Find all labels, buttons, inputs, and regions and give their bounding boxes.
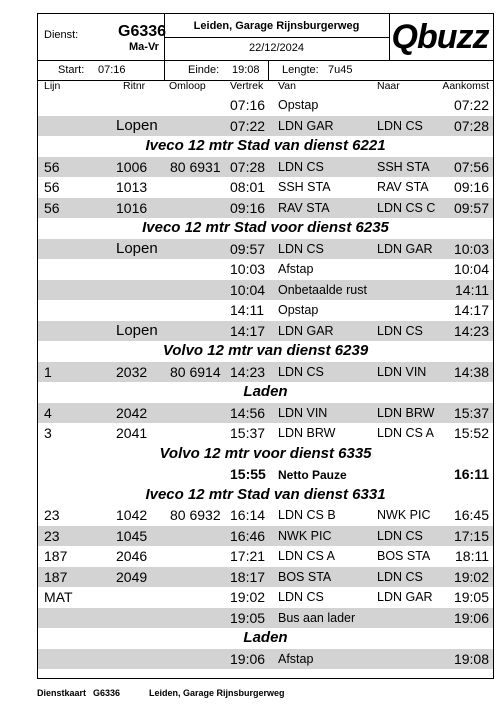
vertrek-cell: 09:57 (230, 240, 266, 257)
naar-cell: LDN CS (377, 323, 423, 338)
aankomst-cell: 07:22 (453, 97, 489, 113)
col-van: Van (278, 80, 296, 92)
lopen-row (38, 239, 493, 260)
col-vertrek: Vertrek (230, 80, 264, 92)
col-aankomst: Aankomst (442, 80, 489, 92)
ritnr-cell: 1042 (116, 507, 148, 523)
einde-label: Einde: (188, 64, 220, 76)
lopen-label: Lopen (116, 321, 158, 339)
dienst-nummer: G6336 (118, 23, 167, 40)
section-title: Laden (243, 629, 288, 646)
trip-row (38, 95, 493, 116)
aankomst-cell: 16:11 (453, 466, 489, 482)
aankomst-cell: 19:08 (453, 650, 489, 667)
naar-cell: LDN CS (377, 569, 423, 584)
van-cell: LDN GAR (278, 118, 334, 133)
col-omloop: Omloop (169, 80, 206, 92)
aankomst-cell: 14:11 (455, 281, 489, 298)
lijn-cell: 3 (44, 425, 52, 441)
vertrek-cell: 15:55 (230, 466, 266, 482)
van-cell: LDN GAR (278, 323, 334, 338)
van-cell: LDN CS (278, 590, 324, 604)
aankomst-cell: 19:05 (453, 589, 489, 605)
trip-row (38, 649, 493, 670)
aankomst-cell: 19:02 (453, 568, 489, 585)
vertrek-cell: 14:11 (230, 302, 264, 318)
einde-value: 19:08 (232, 64, 260, 76)
aankomst-cell: 10:03 (453, 240, 489, 257)
trip-row (38, 505, 493, 526)
vertrek-cell: 16:14 (230, 507, 266, 523)
vertrek-cell: 07:22 (230, 117, 266, 134)
aankomst-cell: 09:16 (453, 179, 489, 195)
ritnr-cell: 1013 (116, 179, 148, 195)
van-cell: LDN CS (278, 364, 324, 379)
vertrek-cell: 16:46 (230, 527, 266, 544)
naar-cell: LDN CS (377, 528, 423, 543)
vertrek-cell: 14:23 (230, 363, 266, 380)
col-lijn: Lijn (44, 80, 61, 92)
naar-cell: LDN GAR (377, 241, 433, 256)
vertrek-cell: 08:01 (230, 179, 266, 195)
van-cell: Opstap (278, 98, 319, 112)
omloop-cell: 80 6931 (170, 158, 221, 175)
vertrek-cell: 10:04 (230, 281, 266, 298)
lijn-cell: 4 (44, 404, 52, 421)
section-heading (38, 628, 493, 649)
locatie-title: Leiden, Garage Rijnsburgerweg (193, 20, 360, 32)
van-cell: LDN CS (278, 241, 324, 256)
naar-cell: LDN VIN (377, 364, 427, 379)
section-heading (38, 136, 493, 157)
qbuzz-logo: Qbuzz (391, 18, 489, 56)
section-title: Laden (243, 383, 288, 400)
lijn-cell: 187 (44, 548, 68, 564)
van-cell: LDN CS A (278, 549, 335, 563)
section-heading (38, 218, 493, 239)
aankomst-cell: 09:57 (453, 199, 489, 216)
trip-row (38, 567, 493, 588)
vertrek-cell: 09:16 (230, 199, 266, 216)
aankomst-cell: 07:28 (453, 117, 489, 134)
datum: 22/12/2024 (248, 42, 305, 54)
naar-cell: LDN CS (377, 118, 423, 133)
naar-cell: SSH STA (377, 159, 430, 174)
trip-row (38, 526, 493, 547)
van-cell: RAV STA (278, 200, 330, 215)
dienstkaart-sheet (37, 13, 494, 679)
lijn-cell: 56 (44, 179, 60, 195)
section-title: Iveco 12 mtr Stad van dienst 6331 (145, 485, 386, 503)
pauze-label: Netto Pauze (278, 468, 347, 482)
trip-row (38, 300, 493, 321)
lopen-row (38, 116, 493, 137)
aankomst-cell: 14:23 (453, 322, 489, 339)
section-heading (38, 341, 493, 362)
trip-row (38, 403, 493, 424)
van-cell: LDN VIN (278, 405, 328, 420)
aankomst-cell: 14:17 (453, 302, 489, 318)
lijn-cell: 56 (44, 158, 60, 175)
trip-row (38, 198, 493, 219)
van-cell: LDN CS B (278, 508, 336, 522)
dienst-label: Dienst: (44, 29, 79, 41)
naar-cell: LDN BRW (377, 405, 435, 420)
van-cell: SSH STA (278, 180, 331, 194)
van-cell: Onbetaalde rust (278, 282, 367, 297)
vertrek-cell: 18:17 (230, 568, 266, 585)
aankomst-cell: 19:06 (453, 609, 489, 626)
section-title: Volvo 12 mtr van dienst 6239 (162, 342, 369, 359)
vertrek-cell: 10:03 (230, 261, 266, 277)
van-cell: Afstap (278, 262, 314, 276)
lijn-cell: MAT (44, 589, 73, 605)
trip-row (38, 259, 493, 280)
vertrek-cell: 17:21 (230, 548, 266, 564)
naar-cell: LDN GAR (377, 590, 433, 604)
vertrek-cell: 19:05 (230, 609, 266, 626)
lijn-cell: 23 (44, 507, 60, 523)
van-cell: BOS STA (278, 569, 332, 584)
aankomst-cell: 15:37 (453, 404, 489, 421)
naar-cell: LDN CS C (377, 200, 436, 215)
ritnr-cell: 1006 (116, 158, 148, 175)
vertrek-cell: 19:06 (230, 650, 266, 667)
van-cell: LDN BRW (278, 426, 336, 440)
ritnr-cell: 2041 (116, 425, 148, 441)
vertrek-cell: 07:16 (230, 97, 266, 113)
omloop-cell: 80 6914 (170, 363, 221, 380)
trip-row (38, 423, 493, 444)
section-heading (38, 444, 493, 465)
aankomst-cell: 10:04 (453, 261, 489, 277)
lijn-cell: 187 (44, 568, 68, 585)
aankomst-cell: 16:45 (453, 507, 489, 523)
van-cell: Bus aan lader (278, 610, 356, 625)
van-cell: LDN CS (278, 159, 324, 174)
trip-row (38, 280, 493, 301)
lopen-row (38, 321, 493, 342)
lengte-value: 7u45 (328, 64, 353, 76)
trip-row (38, 157, 493, 178)
lopen-label: Lopen (116, 239, 158, 257)
trip-row (38, 362, 493, 383)
section-title: Iveco 12 mtr Stad voor dienst 6235 (142, 219, 389, 236)
trip-row (38, 587, 493, 608)
naar-cell: LDN CS A (377, 426, 434, 440)
vertrek-cell: 14:17 (230, 322, 266, 339)
van-cell: Opstap (278, 303, 319, 317)
dienst-dagen: Ma-Vr (129, 41, 159, 53)
ritnr-cell: 2049 (116, 568, 148, 585)
ritnr-cell: 2046 (116, 548, 148, 564)
section-heading (38, 382, 493, 403)
start-label: Start: (58, 64, 85, 76)
omloop-cell: 80 6932 (170, 507, 221, 523)
footer-label: Dienstkaart (37, 688, 87, 698)
lijn-cell: 1 (44, 363, 52, 380)
van-cell: NWK PIC (278, 528, 332, 543)
pauze-row (38, 464, 493, 485)
aankomst-cell: 07:56 (453, 158, 489, 175)
section-title: Iveco 12 mtr Stad van dienst 6221 (145, 137, 386, 154)
trip-row (38, 177, 493, 198)
ritnr-cell: 1016 (116, 199, 148, 216)
vertrek-cell: 14:56 (230, 404, 266, 421)
start-value: 07:16 (98, 64, 126, 76)
naar-cell: RAV STA (377, 180, 429, 194)
info-row (38, 60, 493, 81)
section-title: Volvo 12 mtr voor dienst 6335 (159, 444, 372, 462)
trip-row (38, 608, 493, 629)
ritnr-cell: 1045 (116, 527, 148, 544)
header-block (38, 14, 493, 61)
col-naar: Naar (377, 80, 400, 92)
aankomst-cell: 14:38 (453, 363, 489, 380)
vertrek-cell: 15:37 (230, 425, 266, 441)
column-headers (38, 80, 493, 94)
trip-row (38, 546, 493, 567)
col-ritnr: Ritnr (123, 80, 146, 92)
vertrek-cell: 19:02 (230, 589, 266, 605)
footer-locatie: Leiden, Garage Rijnsburgerweg (149, 688, 285, 698)
aankomst-cell: 18:11 (455, 548, 489, 564)
ritnr-cell: 2032 (116, 363, 148, 380)
lijn-cell: 23 (44, 527, 60, 544)
ritnr-cell: 2042 (116, 404, 148, 421)
vertrek-cell: 07:28 (230, 158, 266, 175)
aankomst-cell: 15:52 (453, 425, 489, 441)
lopen-label: Lopen (116, 116, 158, 134)
naar-cell: BOS STA (377, 549, 431, 563)
section-heading (38, 485, 493, 506)
naar-cell: NWK PIC (377, 508, 431, 522)
lengte-label: Lengte: (282, 64, 319, 76)
aankomst-cell: 17:15 (453, 527, 489, 544)
van-cell: Afstap (278, 651, 314, 666)
schedule-rows (38, 95, 493, 669)
footer-dienst: G6336 (93, 688, 121, 698)
lijn-cell: 56 (44, 199, 60, 216)
